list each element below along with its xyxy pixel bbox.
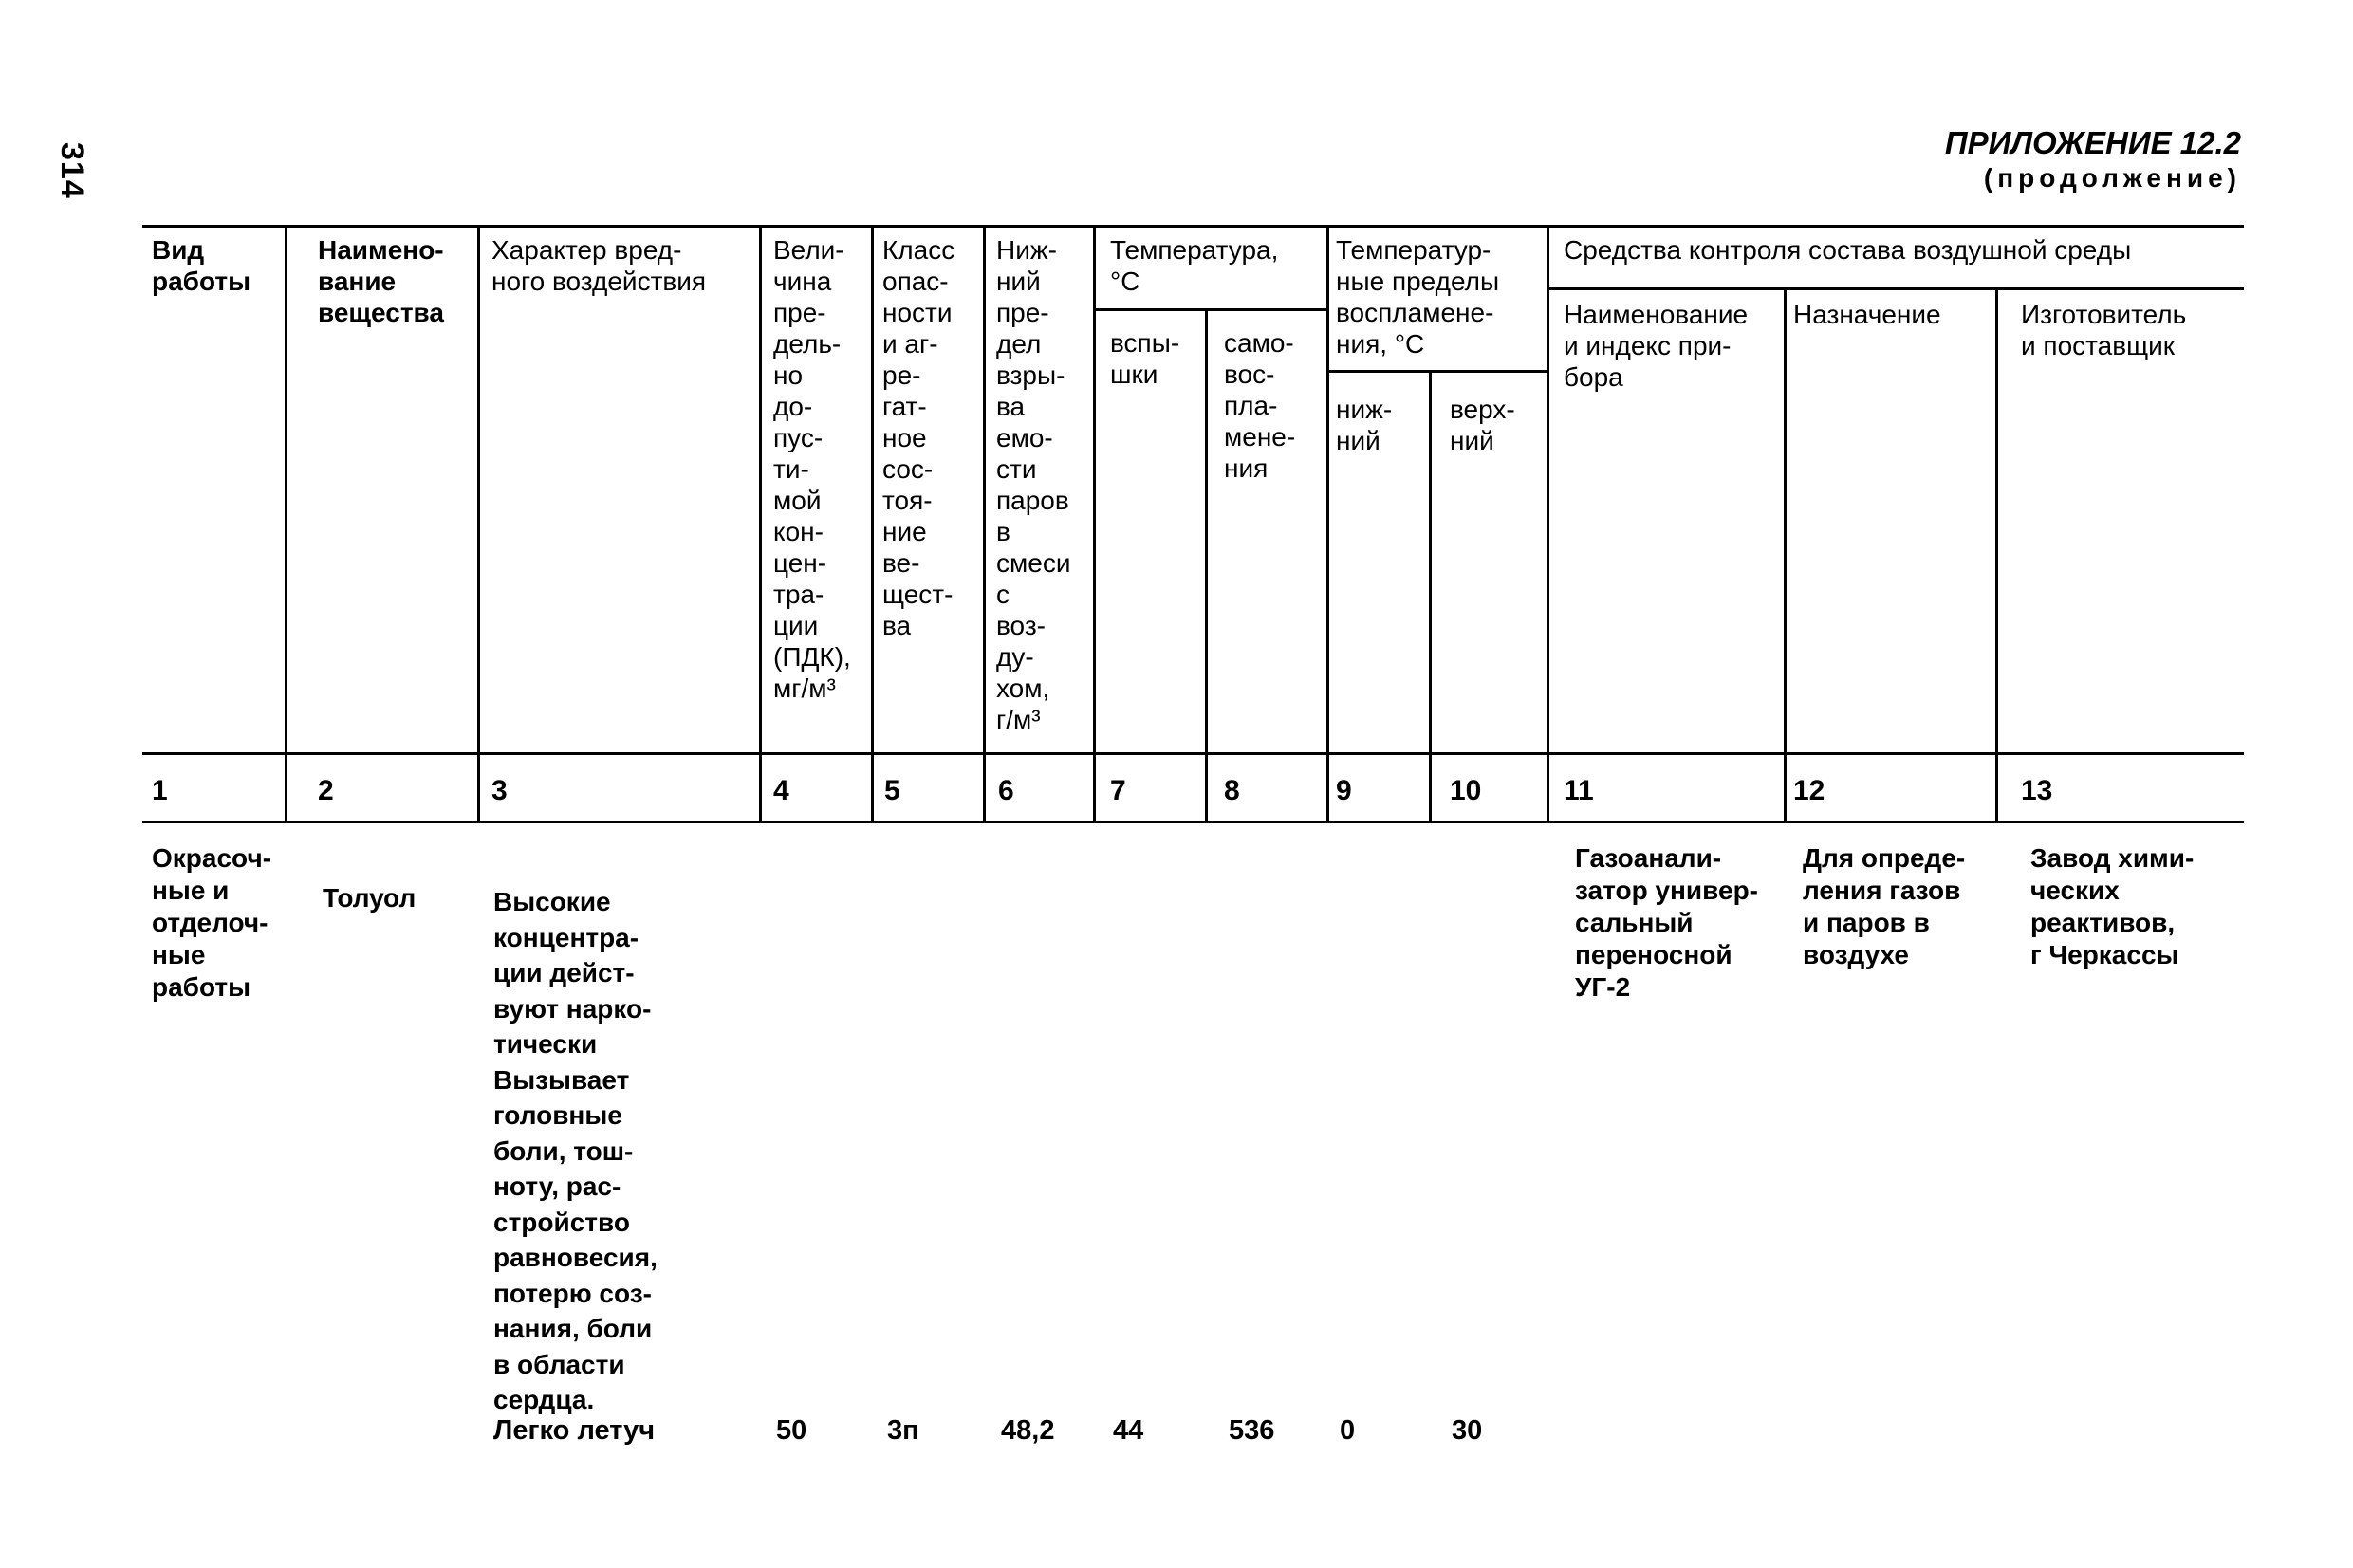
column-number: 13 — [2021, 775, 2053, 806]
vline-12 — [1995, 287, 1998, 821]
column-number: 2 — [318, 775, 334, 806]
cell-effect: Высокие концентра- ции дейст- вуют нарко- тически Вызывает головные боли, тош- ноту, рас- стройство равновесия, потерю соз- нания, боли в области сердца. — [493, 887, 658, 1414]
cell-ignition-lower: 0 — [1340, 1415, 1356, 1446]
column-number: 6 — [998, 775, 1014, 806]
header-air-control-group: Средства контроля состава воздушной среды — [1564, 235, 2132, 265]
vline-8 — [1326, 225, 1329, 821]
header-purpose: Назначение — [1793, 300, 1941, 329]
cell-flash-point: 44 — [1113, 1415, 1144, 1446]
column-number: 5 — [884, 775, 900, 806]
header-hazard-class: Класс опас- ности и аг- ре- гат- ное сос- тоя- ние ве- щест- ва — [882, 235, 955, 640]
column-number: 8 — [1224, 775, 1240, 806]
cell-hazard-class: 3п — [887, 1415, 919, 1446]
rule-top — [142, 225, 2244, 228]
column-number: 1 — [152, 775, 168, 806]
rule-ctrl-group — [1547, 287, 2244, 290]
vline-4 — [871, 225, 874, 821]
header-ignition-limits-group: Температур- ные пределы воспламене- ния, °С — [1336, 235, 1500, 359]
column-number: 12 — [1793, 775, 1825, 806]
header-work-type: Вид работы — [152, 235, 251, 296]
header-effect: Характер вред- ного воздействия — [491, 235, 707, 296]
column-number: 3 — [491, 775, 508, 806]
header-manufacturer: Изготовитель и поставщик — [2021, 300, 2187, 360]
cell-effect-last: Легко летуч — [493, 1415, 656, 1446]
appendix-title: ПРИЛОЖЕНИЕ 12.2 — [1944, 125, 2241, 160]
vline-3 — [759, 225, 762, 821]
header-device-name: Наименование и индекс при- бора — [1564, 300, 1749, 392]
vline-11 — [1784, 287, 1787, 821]
column-number: 4 — [773, 775, 789, 806]
rule-numbers-bottom — [142, 821, 2244, 823]
cell-autoignition: 536 — [1229, 1415, 1275, 1446]
rule-ign-group — [1326, 370, 1547, 373]
cell-device-name: Газоанали- затор универ- сальный переносной УГ-2 — [1575, 843, 1758, 1002]
vline-10 — [1547, 225, 1549, 821]
vline-7 — [1205, 308, 1208, 821]
cell-substance: Толуол — [323, 883, 417, 913]
vline-1 — [285, 225, 287, 821]
cell-work-type: Окрасоч- ные и отделоч- ные работы — [152, 843, 272, 1002]
appendix-subtitle: (продолжение) — [1983, 163, 2241, 193]
rule-temp-group — [1093, 308, 1326, 311]
vline-9 — [1429, 370, 1432, 821]
header-lower-explosion-limit: Ниж- ний пре- дел взры- ва емо- сти паров в смеси с воз- ду- хом, г/м³ — [996, 235, 1071, 734]
cell-purpose: Для опреде- ления газов и паров в воздухе — [1803, 843, 1966, 969]
page-number: 314 — [54, 142, 90, 199]
cell-ignition-upper: 30 — [1452, 1415, 1483, 1446]
header-substance: Наимено- вание вещества — [318, 235, 444, 327]
cell-lower-explosion-limit: 48,2 — [1001, 1415, 1055, 1446]
column-number: 11 — [1564, 775, 1594, 806]
vline-2 — [477, 225, 480, 821]
header-ignition-lower: ниж- ний — [1336, 395, 1393, 455]
cell-pdk: 50 — [776, 1415, 807, 1446]
column-number: 7 — [1110, 775, 1126, 806]
rule-header-bottom — [142, 752, 2244, 755]
vline-5 — [983, 225, 986, 821]
header-temperature-group: Температура, °С — [1110, 235, 1279, 296]
vline-6 — [1093, 225, 1096, 821]
cell-manufacturer: Завод хими- ческих реактивов, г Черкассы — [2030, 843, 2195, 969]
column-number: 9 — [1336, 775, 1352, 806]
header-flash-point: вспы- шки — [1110, 328, 1180, 389]
header-ignition-upper: верх- ний — [1450, 395, 1515, 455]
header-autoignition: само- вос- пла- мене- ния — [1224, 328, 1296, 483]
header-pdk: Вели- чина пре- дель- но до- пус- ти- мой кон- цен- тра- ции (ПДК), мг/м³ — [773, 235, 851, 703]
column-number: 10 — [1450, 775, 1482, 806]
